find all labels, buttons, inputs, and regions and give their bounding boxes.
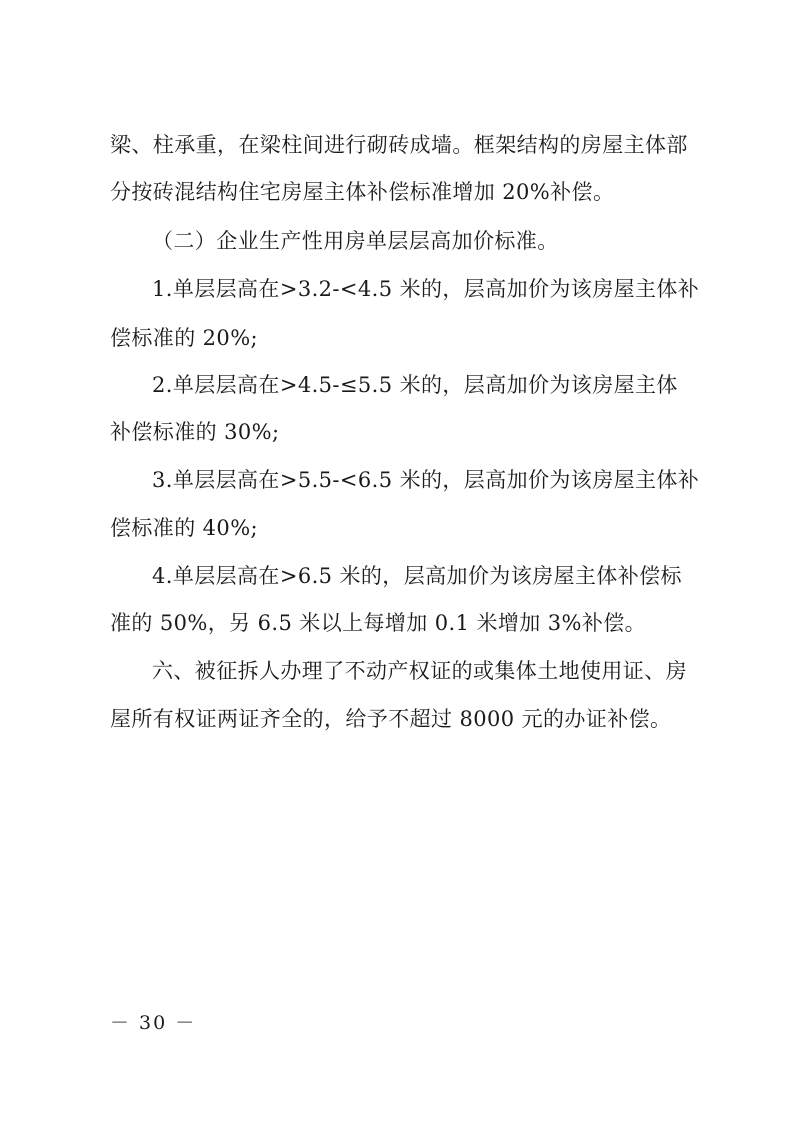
list-item-3-continuation: 偿标准的 40%; — [110, 516, 259, 540]
list-item-3: 3.单层层高在>5.5-<6.5 米的，层高加价为该房屋主体补 — [152, 468, 700, 492]
list-item-2-continuation: 补偿标准的 30%; — [110, 420, 280, 444]
section-heading: （二）企业生产性用房单层层高加价标准。 — [152, 229, 559, 253]
list-item-1: 1.单层层高在>3.2-<4.5 米的，层高加价为该房屋主体补 — [152, 277, 700, 301]
section-six-paragraph: 六、被征拆人办理了不动产权证的或集体土地使用证、房 — [152, 659, 687, 683]
list-item-4: 4.单层层高在>6.5 米的，层高加价为该房屋主体补偿标 — [152, 564, 682, 588]
list-item-4-continuation: 准的 50%，另 6.5 米以上每增加 0.1 米增加 3%补偿。 — [110, 611, 647, 635]
list-item-2: 2.单层层高在>4.5-≤5.5 米的，层高加价为该房屋主体 — [152, 373, 678, 397]
paragraph-line: 梁、柱承重，在梁柱间进行砌砖成墙。框架结构的房屋主体部 — [110, 133, 688, 157]
list-item-1-continuation: 偿标准的 20%; — [110, 326, 259, 350]
section-six-continuation: 屋所有权证两证齐全的，给予不超过 8000 元的办证补偿。 — [110, 707, 672, 731]
paragraph-line: 分按砖混结构住宅房屋主体补偿标准增加 20%补偿。 — [110, 180, 615, 204]
page-number: － 30 － — [110, 1012, 197, 1034]
